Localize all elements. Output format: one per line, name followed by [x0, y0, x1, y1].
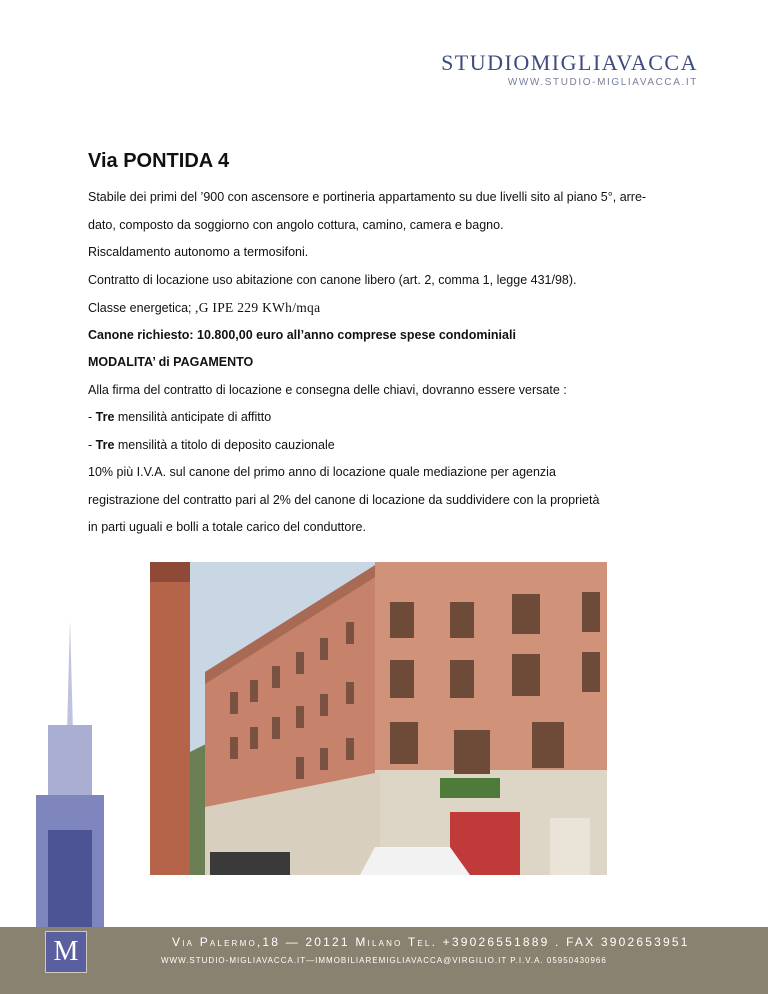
brand-header [441, 50, 698, 88]
footer-address: Via Palermo,18 — 20121 Milano Tel. +39026551889 . FAX 3902653951 [172, 935, 690, 949]
description-line-2: dato, composto da soggiorno con angolo cottura, camino, camera e bagno. [88, 217, 504, 232]
payment-item-advance [88, 410, 678, 438]
payment-item-deposit [88, 438, 678, 466]
description-line-1: Stabile dei primi del ’900 con ascensore e portineria appartamento su due livelli sito al piano 5°, arre- [88, 190, 647, 204]
listing-body [88, 190, 678, 548]
payment-item-deposit-prefix: - [88, 437, 96, 452]
energy-class-value: ,G IPE 229 KWh/mqa [195, 300, 321, 315]
footer-logo: M [45, 931, 87, 973]
contract-info: Contratto di locazione uso abitazione con canone libero (art. 2, comma 1, legge 431/98). [88, 272, 577, 287]
footer-contact: WWW.STUDIO-MIGLIAVACCA.IT—IMMOBILIAREMIGLIAVACCA@VIRGILIO.IT P.I.V.A. 05950430966 [161, 956, 607, 965]
registration-line-1: registrazione del contratto pari al 2% del canone di locazione da suddividere con la proprietà [88, 492, 600, 507]
payment-heading: MODALITA’ di PAGAMENTO [88, 355, 254, 369]
energy-class [88, 300, 678, 328]
payment-item-advance-text: mensilità anticipate di affitto [114, 410, 272, 424]
building-photo [150, 562, 607, 875]
payment-item-advance-prefix: - [88, 410, 96, 424]
payment-item-advance-bold: Tre [95, 410, 115, 424]
energy-class-label: Classe energetica; [88, 301, 192, 315]
monument-icon [30, 620, 110, 940]
heating-info: Riscaldamento autonomo a termosifoni. [88, 245, 309, 259]
brand-name: STUDIOMIGLIAVACCA [441, 50, 698, 75]
listing-title: Via PONTIDA 4 [88, 150, 230, 172]
building-photo-illustration [150, 562, 607, 875]
brand-website: WWW.STUDIO-MIGLIAVACCA.IT [507, 77, 698, 88]
rent-requested: Canone richiesto: 10.800,00 euro all’anno comprese spese condominiali [88, 327, 516, 342]
footer [0, 927, 768, 994]
payment-intro: Alla firma del contratto di locazione e consegna delle chiavi, dovranno essere versate : [88, 382, 567, 397]
monument-graphic [30, 620, 110, 940]
payment-item-deposit-bold: Tre [95, 437, 115, 452]
agency-fee: 10% più I.V.A. sul canone del primo anno di locazione quale mediazione per agenzia [88, 465, 556, 479]
registration-line-2: in parti uguali e bolli a totale carico del conduttore. [88, 520, 366, 534]
payment-item-deposit-text: mensilità a titolo di deposito cauzionale [114, 437, 335, 452]
